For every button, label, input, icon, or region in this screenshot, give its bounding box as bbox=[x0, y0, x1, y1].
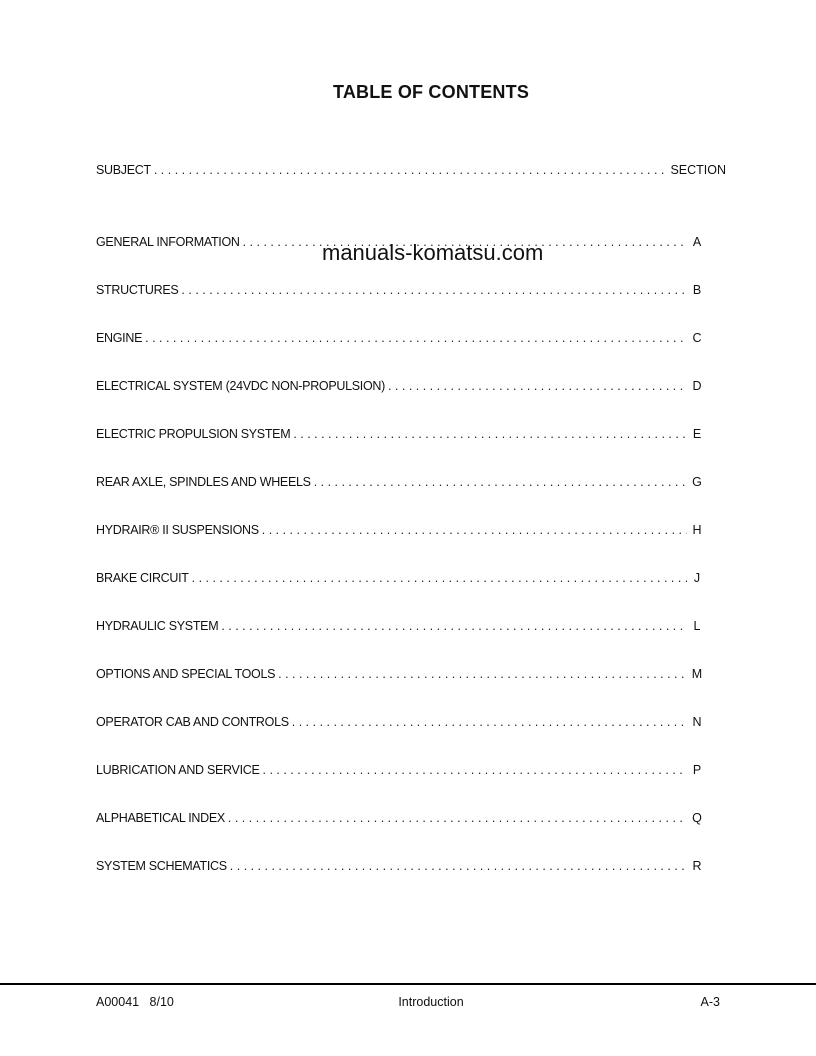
section-column-header: SECTION bbox=[670, 163, 726, 177]
dot-leader bbox=[181, 283, 687, 297]
toc-entry-subject: ELECTRIC PROPULSION SYSTEM bbox=[96, 427, 291, 441]
toc-entry-hydraulic-system[interactable] bbox=[96, 619, 704, 637]
toc-entry-hydrair-suspensions[interactable] bbox=[96, 523, 704, 541]
dot-leader bbox=[388, 379, 687, 393]
toc-entry-subject: GENERAL INFORMATION bbox=[96, 235, 240, 249]
dot-leader bbox=[278, 667, 687, 681]
toc-entry-section: N bbox=[692, 715, 702, 729]
subject-column-header: SUBJECT bbox=[96, 163, 151, 177]
toc-entry-structures[interactable] bbox=[96, 283, 704, 301]
toc-entry-electric-propulsion[interactable] bbox=[96, 427, 704, 445]
toc-entry-subject: ENGINE bbox=[96, 331, 143, 345]
toc-entry-section: C bbox=[692, 331, 702, 345]
toc-entry-electrical-system[interactable] bbox=[96, 379, 704, 397]
toc-entry-subject: HYDRAULIC SYSTEM bbox=[96, 619, 219, 633]
dot-leader bbox=[263, 763, 687, 777]
toc-entry-subject: ALPHABETICAL INDEX bbox=[96, 811, 225, 825]
toc-entry-section: A bbox=[692, 235, 702, 249]
dot-leader bbox=[292, 715, 687, 729]
toc-entry-section: E bbox=[692, 427, 702, 441]
toc-entry-operator-cab[interactable] bbox=[96, 715, 704, 733]
toc-entry-section: R bbox=[692, 859, 702, 873]
footer-page-number: A-3 bbox=[700, 995, 720, 1009]
toc-entry-subject: ELECTRICAL SYSTEM (24VDC NON-PROPULSION) bbox=[96, 379, 385, 393]
dot-leader bbox=[192, 571, 687, 585]
dot-leader bbox=[262, 523, 687, 537]
toc-entry-options-special-tools[interactable] bbox=[96, 667, 704, 685]
watermark: manuals-komatsu.com bbox=[322, 240, 544, 265]
toc-entry-section: H bbox=[692, 523, 702, 537]
toc-entry-section: M bbox=[691, 667, 703, 681]
toc-entry-subject: HYDRAIR® II SUSPENSIONS bbox=[96, 523, 259, 537]
dot-leader bbox=[154, 163, 668, 177]
toc-entry-section: L bbox=[693, 619, 701, 633]
toc-entry-section: P bbox=[692, 763, 702, 777]
toc-entry-alphabetical-index[interactable] bbox=[96, 811, 704, 829]
dot-leader bbox=[228, 811, 687, 825]
toc-entry-subject: OPERATOR CAB AND CONTROLS bbox=[96, 715, 289, 729]
toc-entry-subject: BRAKE CIRCUIT bbox=[96, 571, 189, 585]
toc-entry-section: B bbox=[692, 283, 702, 297]
toc-entry-section: D bbox=[692, 379, 702, 393]
dot-leader bbox=[230, 859, 687, 873]
toc-header bbox=[96, 163, 726, 181]
toc-entry-section: G bbox=[692, 475, 702, 489]
dot-leader bbox=[314, 475, 687, 489]
footer-chapter: Introduction bbox=[398, 995, 464, 1009]
toc-entry-rear-axle[interactable] bbox=[96, 475, 704, 493]
dot-leader bbox=[145, 331, 687, 345]
toc-entry-subject: OPTIONS AND SPECIAL TOOLS bbox=[96, 667, 276, 681]
dot-leader bbox=[293, 427, 687, 441]
toc-entry-section: J bbox=[693, 571, 701, 585]
toc-entry-subject: STRUCTURES bbox=[96, 283, 179, 297]
toc-entry-subject: SYSTEM SCHEMATICS bbox=[96, 859, 227, 873]
toc-entry-subject: LUBRICATION AND SERVICE bbox=[96, 763, 260, 777]
toc-entry-subject: REAR AXLE, SPINDLES AND WHEELS bbox=[96, 475, 311, 489]
page-title: TABLE OF CONTENTS bbox=[332, 82, 530, 102]
toc-entry-brake-circuit[interactable] bbox=[96, 571, 704, 589]
dot-leader bbox=[221, 619, 687, 633]
toc-entry-section: Q bbox=[692, 811, 702, 825]
footer-rule bbox=[0, 983, 816, 985]
toc-entry-system-schematics[interactable] bbox=[96, 859, 704, 877]
toc-entry-engine[interactable] bbox=[96, 331, 704, 349]
toc-entry-lubrication-service[interactable] bbox=[96, 763, 704, 781]
footer-doc-code: A00041 8/10 bbox=[96, 995, 174, 1009]
